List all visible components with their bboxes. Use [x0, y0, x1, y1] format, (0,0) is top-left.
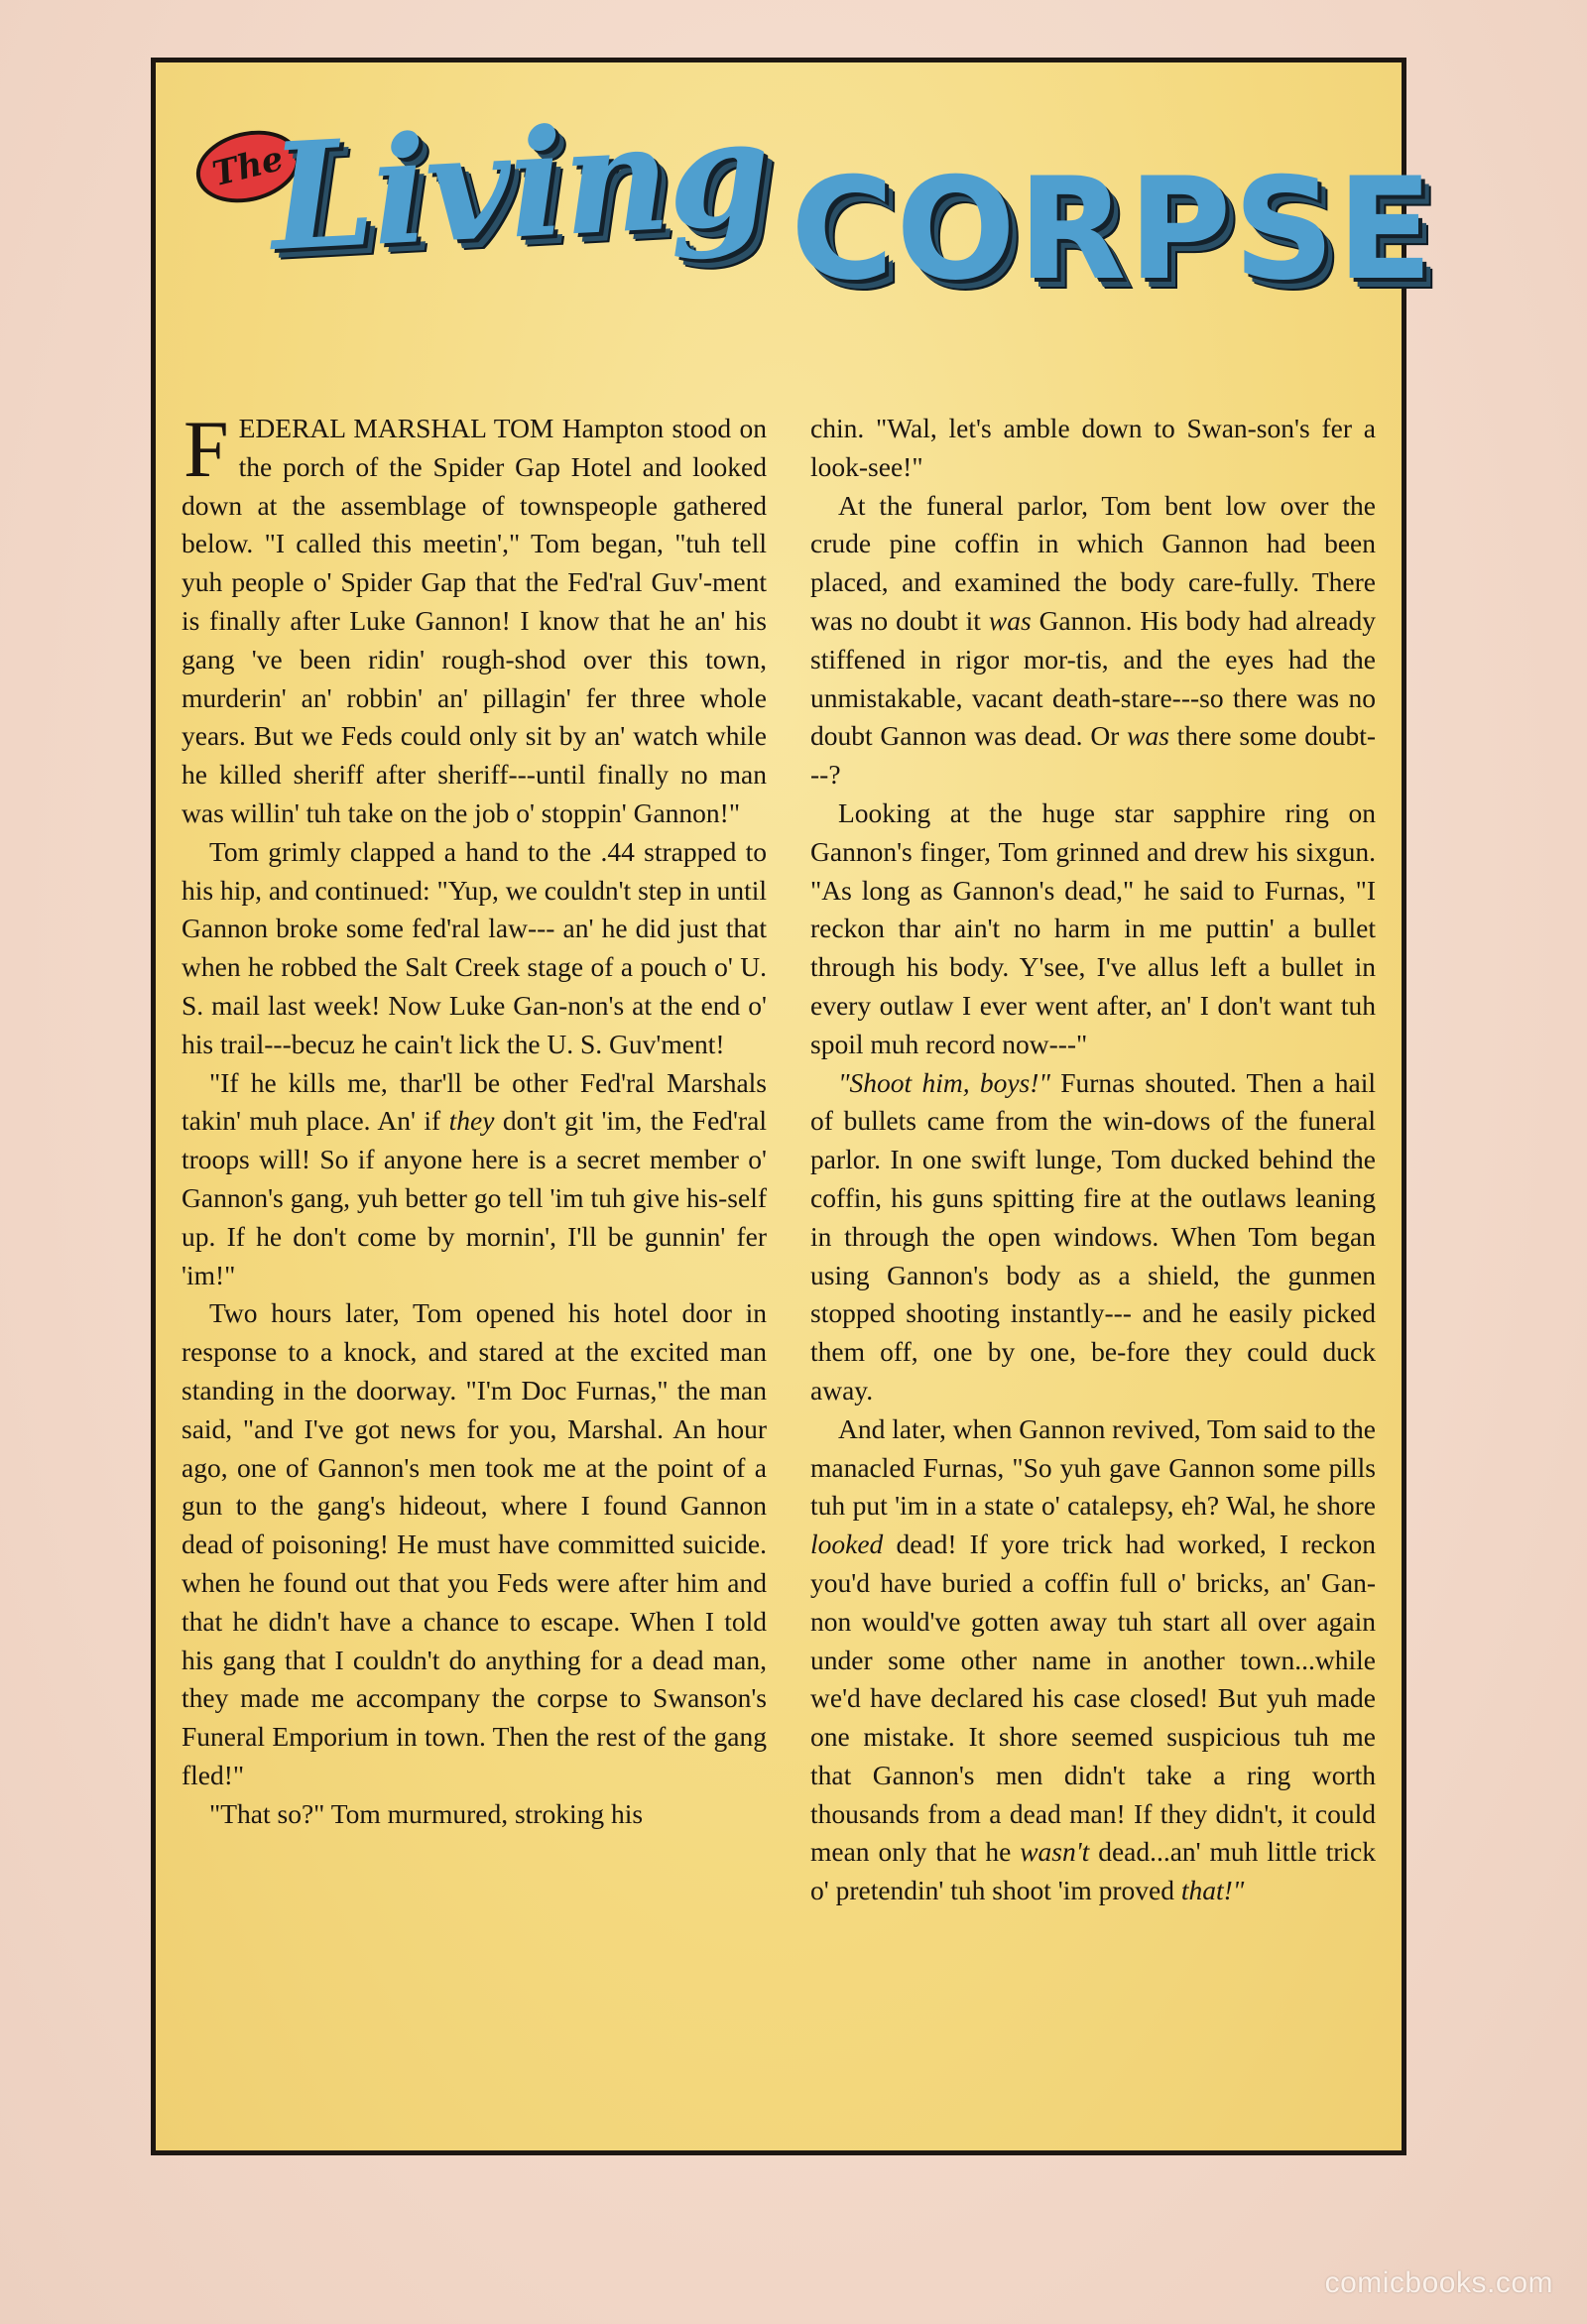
paragraph: At the funeral parlor, Tom bent low over the crude pine coffin in which Gannon had been placed, and examined the body care-fully. There was no doubt it was Gannon. His body had already stiffened in rigor mor-tis, and the eyes had the unmistakable, vacant death-stare---so there was no doubt Gannon was dead. Or was there some doubt---? [810, 489, 1377, 791]
right-column [810, 410, 1376, 1910]
story-title [156, 62, 1435, 350]
site-watermark: comicbooks.com [1324, 2266, 1553, 2299]
left-column [182, 404, 768, 1833]
paragraph: Looking at the huge star sapphire ring on Gannon's finger, Tom grinned and drew his sixgun. "As long as Gannon's dead," he said to Furnas, "I reckon thar ain't no harm in me puttin' a bullet through his body. Y'see, I've allus left a bullet in every outlaw I ever went after, an' I don't want tuh spoil muh record now---" [810, 796, 1376, 1059]
paragraph: And later, when Gannon revived, Tom said to the manacled Furnas, "So yuh gave Gannon some pills tuh put 'im in a state o' catalepsy, eh? Wal, he shore looked dead! If yore trick had worked, I reckon you'd have buried a coffin full o' bricks, an' Gan-non would've gotten away tuh start all over again under some other name in another town...while we'd have declared his case closed! But yuh made one mistake. It shore seemed suspicious tuh me that Gannon's men didn't take a ring worth thousands from a dead man! If they didn't, it could mean only that he wasn't dead...an' muh little trick o' pretendin' tuh shoot 'im proved that!" [810, 1412, 1377, 1906]
title-the-badge: The [188, 120, 307, 213]
story-panel [151, 58, 1435, 2155]
paragraph: "That so?" Tom murmured, stroking his [209, 1797, 644, 1829]
title-living: Living [266, 84, 773, 284]
paragraph: "Shoot him, boys!" Furnas shouted. Then a hail of bullets came from the win-dows of the funeral parlor. In one swift lunge, Tom ducked behind the coffin, his guns spitting fire at the outlaws leaning in through the open windows. When Tom began using Gannon's body as a shield, the gunmen stopped shooting instantly--- and he easily picked them off, one by one, be-fore they could duck away. [810, 1066, 1376, 1406]
paragraph: Two hours later, Tom opened his hotel door in response to a knock, and stared at the excited man standing in the doorway. "I'm Doc Furnas," the man said, "and I've got news for you, Marshal. An hour ago, one of Gannon's men took me at the point of a gun to the gang's hideout, where I found Gannon dead of poisoning! He must have committed suicide. when he found out that you Feds were after him and that he didn't have a chance to escape. When I told his gang that I couldn't do anything for a dead man, they made me accompany the corpse to Swanson's Funeral Emporium in town. Then the rest of the gang fled!" [182, 1297, 767, 1790]
paragraph: FEDERAL MARSHAL TOM Hampton stood on the porch of the Spider Gap Hotel and looked down at the assemblage of townspeople gathered below. "I called this meetin'," Tom began, "tuh tell yuh people o' Spider Gap that the Fed'ral Guv'-ment is finally after Luke Gannon! I know that he an' his gang 've been ridin' rough-shod over this town, murderin' an' robbin' an' pillagin' fer three whole years. But we Feds could only sit by an' watch while he killed sheriff after sheriff---until finally no man was willin' tuh take on the job o' stoppin' Gannon!" [182, 404, 767, 828]
paragraph: Tom grimly clapped a hand to the .44 strapped to his hip, and continued: "Yup, we couldn't step in until Gannon broke some fed'ral law--- an' he did just that when he robbed the Salt Creek stage of a pouch o' U. S. mail last week! Now Luke Gan-non's at the end o' his trail---becuz he cain't lick the U. S. Guv'ment! [182, 835, 767, 1059]
drop-cap: F [183, 404, 229, 494]
paragraph: "If he kills me, thar'll be other Fed'ral Marshals takin' muh place. An' if they don't git 'im, the Fed'ral troops will! So if anyone here is a secret member o' Gannon's gang, yuh better go tell 'im tuh give his-self up. If he don't come by mornin', I'll be gunnin' fer 'im!" [182, 1066, 768, 1290]
paragraph: chin. "Wal, let's amble down to Swan-son's fer a look-see!" [810, 413, 1376, 482]
title-corpse: CORPSE [791, 148, 1435, 311]
